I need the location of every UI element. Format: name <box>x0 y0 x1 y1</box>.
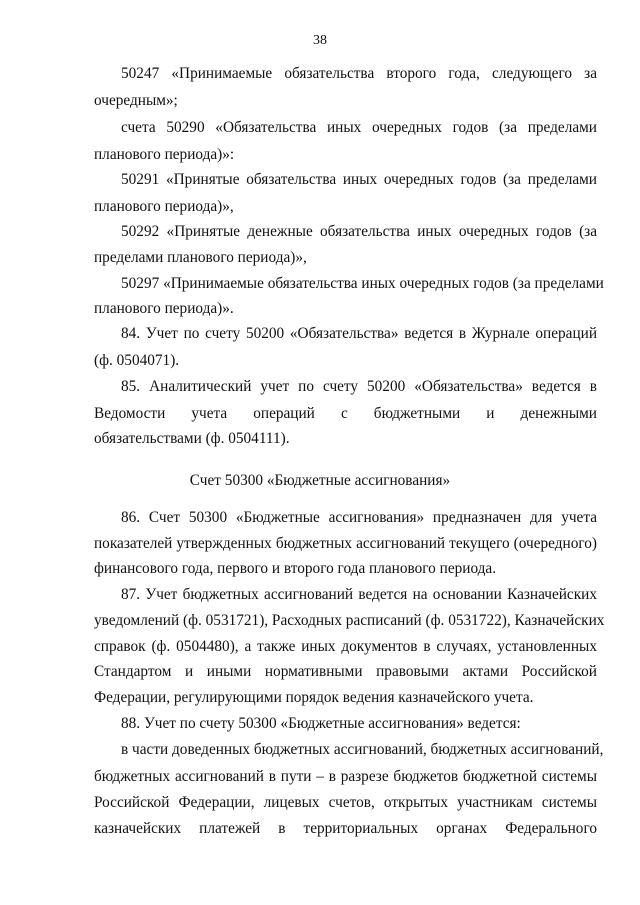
text-line: бюджетных ассигнований в пути – в разрезе бюджетов бюджетной системы <box>94 768 597 785</box>
text-line: финансового года, первого и второго года планового периода. <box>94 560 497 577</box>
text-line: планового периода)». <box>94 300 234 317</box>
text-line: Ведомости учета операций с бюджетными и денежными <box>94 405 597 422</box>
text-line: обязательствами (ф. 0504111). <box>94 430 290 447</box>
text-line: Федерации, регулирующими порядок ведения казначейского учета. <box>94 689 534 706</box>
text-line: 50247 «Принимаемые обязательства второго года, следующего за <box>121 65 597 82</box>
text-line: 50297 «Принимаемые обязательства иных очередных годов (за пределами <box>121 275 604 292</box>
text-line: счета 50290 «Обязательства иных очередных годов (за пределами <box>121 119 597 136</box>
text-line: очередным»; <box>94 92 178 109</box>
text-line: справок (ф. 0504480), а также иных документов в случаях, установленных <box>94 638 597 655</box>
text-line: уведомлений (ф. 0531721), Расходных расписаний (ф. 0531722), Казначейских <box>94 612 605 629</box>
text-line: показателей утвержденных бюджетных ассигнований текущего (очередного) <box>94 535 597 552</box>
text-line: (ф. 0504071). <box>94 352 180 369</box>
text-line: 84. Учет по счету 50200 «Обязательства» ведется в Журнале операций <box>121 325 597 342</box>
text-line: 88. Учет по счету 50300 «Бюджетные ассигнования» ведется: <box>121 715 521 732</box>
text-line: 50292 «Принятые денежные обязательства иных очередных годов (за <box>121 223 597 240</box>
text-line: 85. Аналитический учет по счету 50200 «Обязательства» ведется в <box>121 378 597 395</box>
page-number: 38 <box>313 33 327 48</box>
text-line: 87. Учет бюджетных ассигнований ведется на основании Казначейских <box>121 586 597 603</box>
text-line: планового периода)», <box>94 198 234 215</box>
text-line: 50291 «Принятые обязательства иных очередных годов (за пределами <box>121 171 597 188</box>
section-heading: Счет 50300 «Бюджетные ассигнования» <box>189 472 451 489</box>
text-line: пределами планового периода)», <box>94 249 307 266</box>
text-line: планового периода)»: <box>94 146 235 163</box>
text-line: Российской Федерации, лицевых счетов, открытых участникам системы <box>94 794 597 811</box>
text-line: в части доведенных бюджетных ассигнований, бюджетных ассигнований, <box>121 741 604 758</box>
text-line: 86. Счет 50300 «Бюджетные ассигнования» предназначен для учета <box>121 509 597 526</box>
text-line: Стандартом и иными нормативными правовыми актами Российской <box>94 663 597 680</box>
text-line: казначейских платежей в территориальных органах Федерального <box>94 820 597 837</box>
